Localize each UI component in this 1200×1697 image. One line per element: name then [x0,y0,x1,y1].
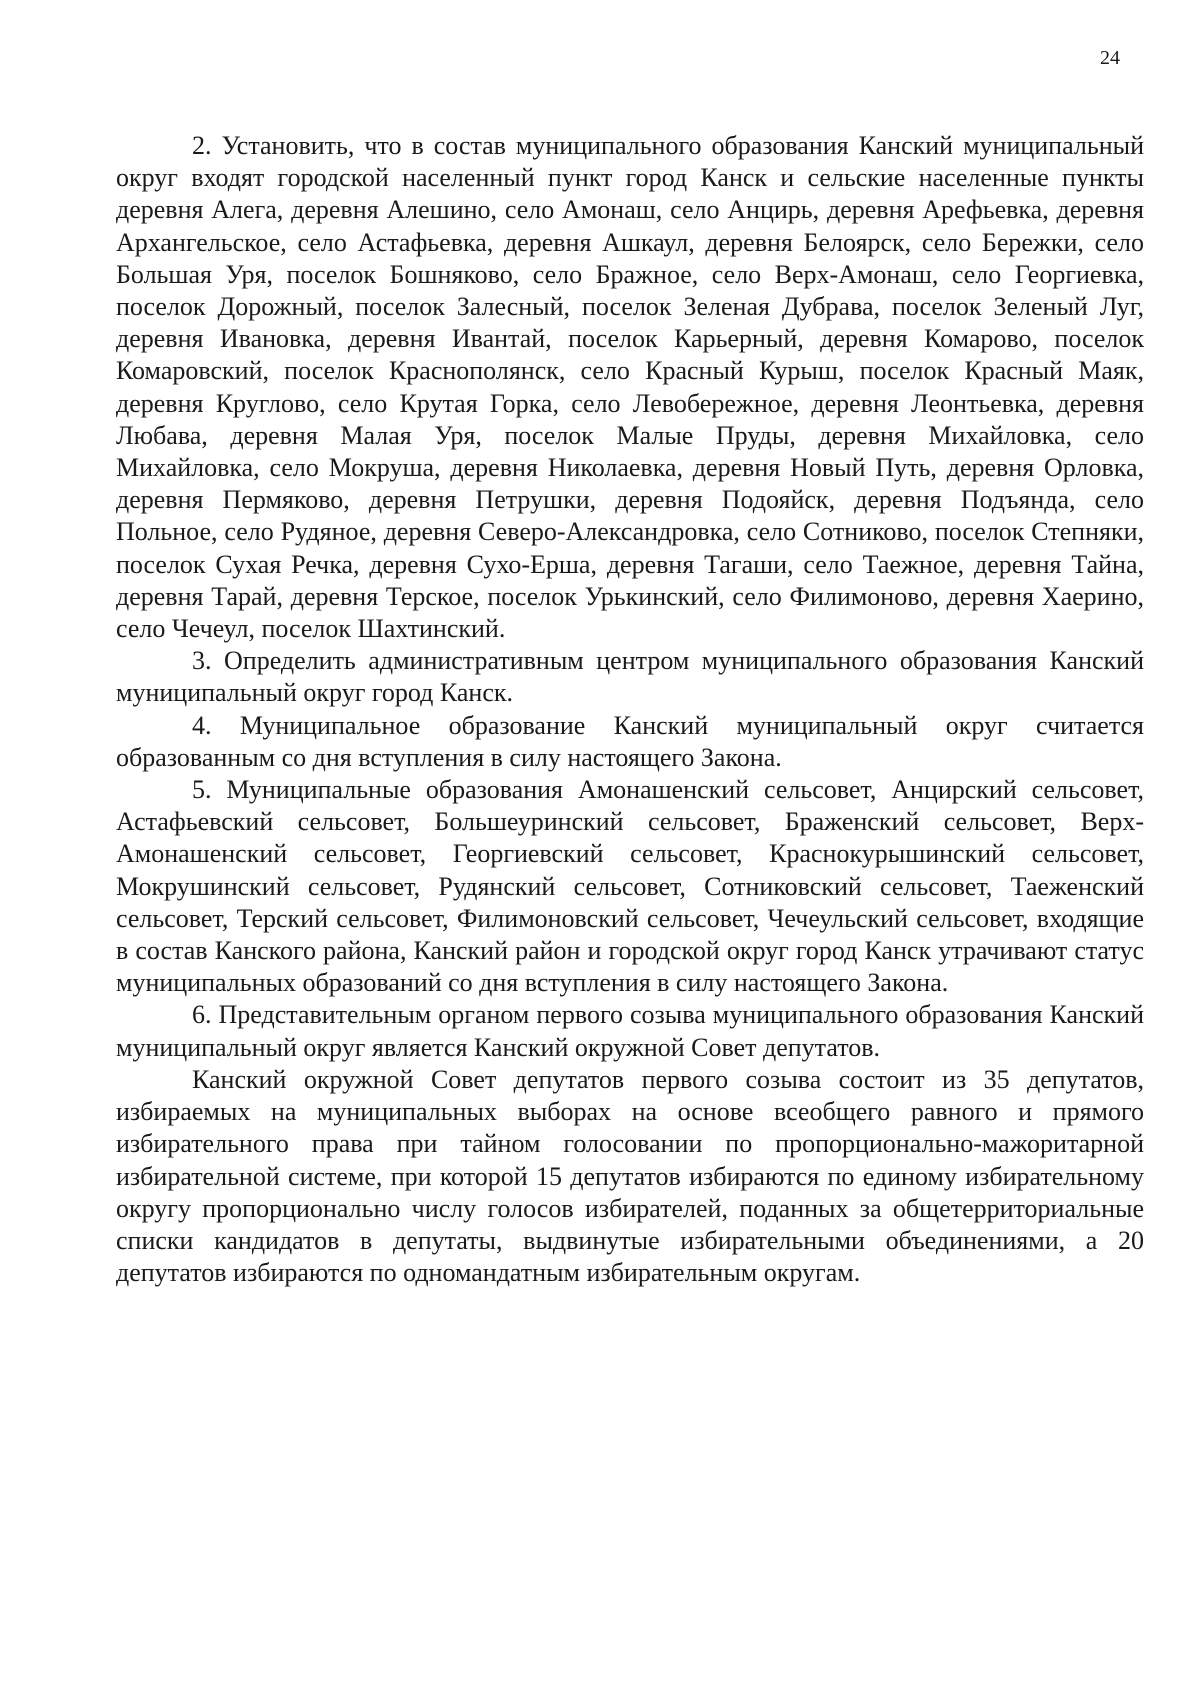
paragraph-2-settlements: 2. Установить, что в состав муниципального образования Канский муниципальный округ входят городской населенный пункт город Канск и сельские населенные пункты деревня Алега, деревня Алешино, село Амонаш, село Анцирь, деревня Арефьевка, деревня Архангельское, село Астафьевка, деревня Ашкаул, деревня Белоярск, село Бережки, село Большая Уря, поселок Бошняково, село Бражное, село Верх-Амонаш, село Георгиевка, поселок Дорожный, поселок Залесный, поселок Зеленая Дубрава, поселок Зеленый Луг, деревня Ивановка, деревня Ивантай, поселок Карьерный, деревня Комарово, поселок Комаровский, поселок Краснополянск, село Красный Курыш, поселок Красный Маяк, деревня Круглово, село Крутая Горка, село Левобережное, деревня Леонтьевка, деревня Любава, деревня Малая Уря, поселок Малые Пруды, деревня Михайловка, село Михайловка, село Мокруша, деревня Николаевка, деревня Новый Путь, деревня Орловка, деревня Пермяково, деревня Петрушки, деревня Подояйск, деревня Подъянда, село Польное, село Рудяное, деревня Северо-Александровка, село Сотниково, поселок Степняки, поселок Сухая Речка, деревня Сухо-Ерша, деревня Тагаши, село Таежное, деревня Тайна, деревня Тарай, деревня Терское, поселок Урькинский, село Филимоново, деревня Хаерино, село Чечеул, поселок Шахтинский. [116,131,1144,644]
paragraph-3-admin-center: 3. Определить административным центром муниципального образования Канский муниципальный округ город Канск. [116,646,1144,708]
paragraph-4-formation-date: 4. Муниципальное образование Канский муниципальный округ считается образованным со дня вступления в силу настоящего Закона. [116,710,1144,772]
paragraph-council-composition: Канский окружной Совет депутатов первого созыва состоит из 35 депутатов, избираемых на муниципальных выборах на основе всеобщего равного и прямого избирательного права при тайном голосовании по пропорционально-мажоритарной избирательной системе, при которой 15 депутатов избираются по единому избирательному округу пропорционально числу голосов избирателей, поданных за общетерриториальные списки кандидатов в депутаты, выдвинутые избирательными объединениями, а 20 депутатов избираются по одномандатным избирательным округам. [116,1064,1144,1288]
page-number: 24 [1100,47,1120,69]
paragraph-6-representative-body: 6. Представительным органом первого созыва муниципального образования Канский муниципальный округ является Канский окружной Совет депутатов. [116,1000,1144,1062]
paragraph-5-status-loss: 5. Муниципальные образования Амонашенский сельсовет, Анцирский сельсовет, Астафьевский сельсовет, Большеуринский сельсовет, Браженский сельсовет, Верх-Амонашенский сельсовет, Георгиевский сельсовет, Краснокурышинский сельсовет, Мокрушинский сельсовет, Рудянский сельсовет, Сотниковский сельсовет, Таеженский сельсовет, Терский сельсовет, Филимоновский сельсовет, Чечеульский сельсовет, входящие в состав Канского района, Канский район и городской округ город Канск утрачивают статус муниципальных образований со дня вступления в силу настоящего Закона. [116,775,1144,998]
document-body [116,130,1144,1289]
